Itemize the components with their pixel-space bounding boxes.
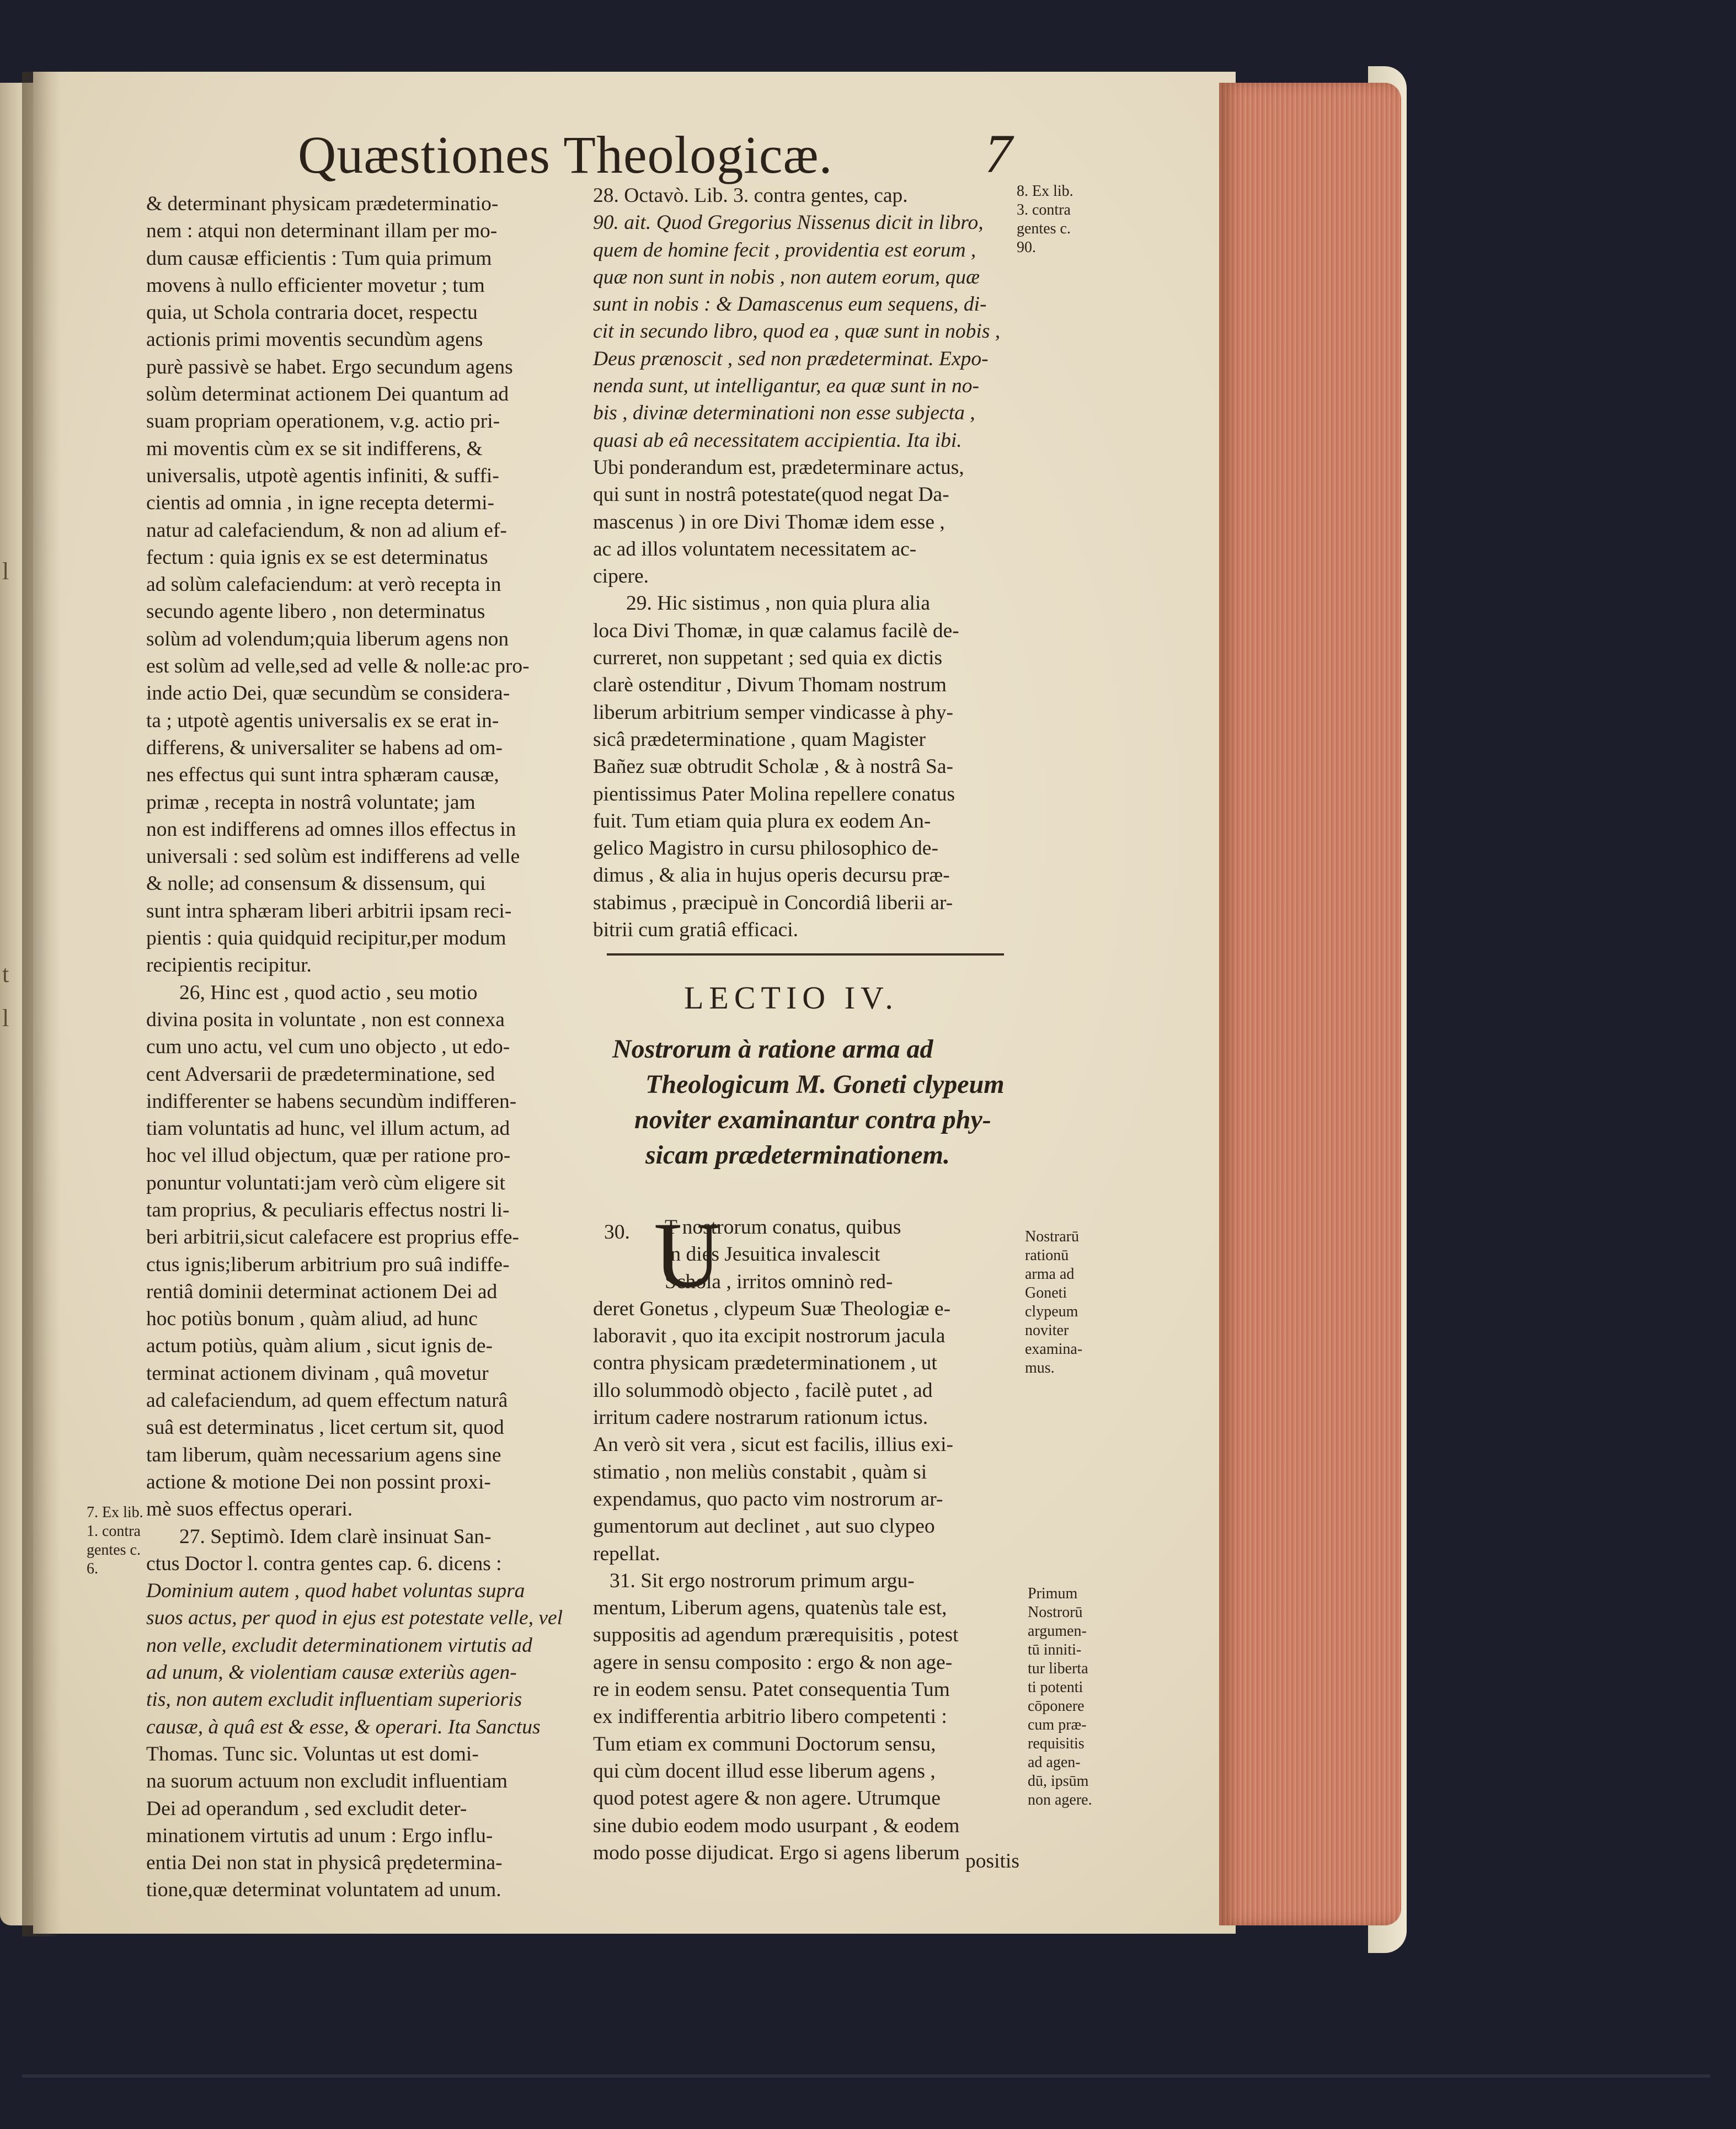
text-line: re in eodem sensu. Patet consequentia Tum	[593, 1678, 950, 1701]
margin-note-line: tur liberta	[1028, 1660, 1088, 1677]
text-line: divina posita in voluntate , non est connexa	[146, 1008, 505, 1031]
text-line: purè passivè se habet. Ergo secundum agens	[146, 355, 513, 378]
text-line: minationem virtutis ad unum : Ergo influ-	[146, 1824, 493, 1847]
text-line: indifferenter se habens secundùm indifferen-	[146, 1090, 517, 1113]
text-line: qui sunt in nostrâ potestate(quod negat Da-	[593, 483, 949, 506]
left-page-mark: l	[2, 1005, 9, 1032]
margin-note-line: noviter	[1025, 1322, 1069, 1339]
text-line: inde actio Dei, quæ secundùm se considera-	[146, 682, 510, 705]
text-line: Ubi ponderandum est, prædeterminare actus,	[593, 456, 964, 479]
text-line: expendamus, quo pacto vim nostrorum ar-	[593, 1487, 943, 1511]
text-line: mascenus ) in ore Divi Thomæ idem esse ,	[593, 510, 945, 533]
text-line: entia Dei non stat in physicâ prędetermina-	[146, 1851, 503, 1875]
margin-note-line: examina-	[1025, 1341, 1083, 1358]
margin-note-31	[1028, 1584, 1092, 1810]
text-line: pientis : quia quidquid recipitur,per modum	[146, 927, 506, 950]
margin-note-line: tū inniti-	[1028, 1641, 1082, 1658]
text-line: stimatio , non meliùs constabit , quàm si	[593, 1460, 927, 1484]
margin-note-line: 8. Ex lib.	[1017, 183, 1073, 200]
section-rule	[607, 953, 1004, 956]
text-line: ad calefaciendum, ad quem effectum naturâ	[146, 1389, 508, 1412]
left-page-mark: l	[2, 558, 9, 585]
margin-note-line: arma ad	[1025, 1266, 1075, 1283]
text-line: nenda sunt, ut intelligantur, ea quæ sunt in no-	[593, 375, 979, 398]
text-line: differens, & universaliter se habens ad om-	[146, 736, 503, 759]
text-line: 27. Septimò. Idem clarè insinuat San-	[179, 1525, 492, 1548]
text-line: universali : sed solùm est indifferens ad velle	[146, 845, 520, 868]
text-line: cent Adversarii de prædeterminatione, sed	[146, 1063, 495, 1086]
text-line: na suorum actuum non excludit influentiam	[146, 1770, 508, 1793]
margin-note-line: 90.	[1017, 239, 1036, 256]
margin-note-line: gentes c.	[1017, 220, 1071, 237]
margin-note-line: 1. contra	[87, 1523, 141, 1540]
text-line: tione,quæ determinat voluntatem ad unum.	[146, 1879, 501, 1902]
text-line: gelico Magistro in cursu philosophico de-	[593, 837, 938, 860]
text-line: natur ad calefaciendum, & non ad alium ef-	[146, 519, 507, 542]
margin-note-line: clypeum	[1025, 1303, 1078, 1320]
text-line: fuit. Tum etiam quia plura ex eodem An-	[593, 809, 931, 833]
margin-note-line: 3. contra	[1017, 201, 1071, 218]
running-head	[298, 124, 1070, 185]
text-line: non velle, excludit determinationem virtutis ad	[146, 1634, 532, 1657]
text-line: pientissimus Pater Molina repellere conatus	[593, 782, 955, 805]
scan-baseline	[22, 2074, 1710, 2078]
text-line: 31. Sit ergo nostrorum primum argu-	[610, 1569, 915, 1592]
text-line: tam proprius, & peculiaris effectus nostri li-	[146, 1198, 510, 1221]
text-line: quasi ab eâ necessitatem accipientia. Ita ibi.	[593, 429, 962, 452]
margin-note-line: ti potenti	[1028, 1679, 1083, 1696]
text-line: sicâ prædeterminatione , quam Magister	[593, 728, 926, 751]
margin-note-line: Nostrorū	[1028, 1604, 1083, 1621]
text-line: loca Divi Thomæ, in quæ calamus facilè de-	[593, 619, 959, 642]
text-line: secundo agente libero , non determinatus	[146, 600, 485, 623]
text-line: ad unum, & violentiam causæ exteriùs agen-	[146, 1661, 517, 1684]
text-line: Tum etiam ex communi Doctorum sensu,	[593, 1732, 936, 1756]
gilded-page-block	[1219, 83, 1401, 1925]
margin-note-line: requisitis	[1028, 1735, 1085, 1752]
text-line: suam propriam operationem, v.g. actio pri-	[146, 410, 500, 433]
text-line: ac ad illos voluntatem necessitatem ac-	[593, 537, 917, 561]
text-line: ctus Doctor l. contra gentes cap. 6. dicens :	[146, 1552, 502, 1575]
text-line: est solùm ad velle,sed ad velle & nolle:ac pro-	[146, 655, 530, 678]
text-line: qui cùm docent illud esse liberum agens ,	[593, 1759, 936, 1783]
page-number: 7	[985, 123, 1013, 184]
text-line: illo solummodò objecto , facilè putet , ad	[593, 1379, 933, 1402]
text-line: contra physicam prædeterminationem , ut	[593, 1352, 937, 1375]
text-line: dum causæ efficientis : Tum quia primum	[146, 247, 492, 270]
margin-note-line: Primum	[1028, 1585, 1078, 1602]
text-line: terminat actionem divinam , quâ movetur	[146, 1362, 489, 1385]
text-line: gumentorum aut declinet , aut suo clypeo	[593, 1515, 935, 1538]
lectio-heading	[612, 1032, 1005, 1173]
text-line: mentum, Liberum agens, quatenùs tale est,	[593, 1597, 947, 1620]
text-line: fectum : quia ignis ex se est determinatus	[146, 546, 488, 569]
text-line: laboravit , quo ita excipit nostrorum jacula	[593, 1325, 946, 1348]
text-line: cipere.	[593, 565, 649, 588]
margin-note-line: cōponere	[1028, 1698, 1085, 1715]
margin-note-line: argumen-	[1028, 1623, 1087, 1640]
text-line: solùm ad volendum;quia liberum agens non	[146, 627, 509, 650]
text-line: 29. Hic sistimus , non quia plura alia	[626, 592, 930, 615]
text-line: stabimus , præcipuè in Concordiâ liberii ar-	[593, 891, 953, 914]
text-line: ponuntur voluntati:jam verò cùm eligere sit	[146, 1171, 505, 1194]
text-line: curreret, non suppetant ; sed quia ex dictis	[593, 647, 943, 670]
heading-line: Theologicum M. Goneti clypeum	[645, 1070, 1005, 1099]
text-line: suos actus, per quod in ejus est potestate velle, vel	[146, 1607, 563, 1630]
catchword: positis	[965, 1850, 1019, 1872]
text-line: hoc vel illud objectum, quæ per ratione pro-	[146, 1144, 511, 1167]
text-line: actum potiùs, quàm alium , sicut ignis de-	[146, 1335, 493, 1358]
text-line: in dies Jesuitica invalescit	[665, 1243, 880, 1266]
paragraph-number: 30.	[604, 1221, 630, 1244]
text-line: rentiâ dominii determinat actionem Dei ad	[146, 1280, 498, 1303]
margin-note-line: ad agen-	[1028, 1754, 1081, 1771]
text-line: recipientis recipitur.	[146, 954, 312, 977]
margin-note-line: Goneti	[1025, 1284, 1067, 1301]
text-line: clarè ostenditur , Divum Thomam nostrum	[593, 674, 947, 697]
drop-cap: U	[654, 1203, 722, 1307]
text-line: universalis, utpotè agentis infiniti, & suffi-	[146, 464, 499, 487]
text-line: modo posse dijudicat. Ergo si agens liberum	[593, 1841, 960, 1864]
text-line: mi moventis cùm ex se sit indifferens, &	[146, 437, 483, 460]
text-line: quem de homine fecit , providentia est eorum ,	[593, 238, 976, 262]
heading-line: Nostrorum à ratione arma ad	[612, 1034, 933, 1064]
text-line: Deus prænoscit , sed non prædeterminat. Expo-	[593, 347, 989, 370]
text-line: & determinant physicam prædeterminatio-	[146, 193, 499, 215]
text-line: causæ, à quâ est & esse, & operari. Ita Sanctus	[146, 1715, 541, 1738]
text-line: tiam voluntatis ad hunc, vel illum actum, ad	[146, 1117, 510, 1140]
text-line: quia, ut Schola contraria docet, respectu	[146, 301, 478, 324]
margin-note-8	[1017, 182, 1073, 257]
text-line: actione & motione Dei non possint proxi-	[146, 1470, 491, 1493]
text-line: suâ est determinatus , licet certum sit, quod	[146, 1416, 504, 1439]
text-line: Dei ad operandum , sed excludit deter-	[146, 1797, 467, 1820]
text-line: quæ non sunt in nobis , non autem eorum, quæ	[593, 265, 980, 289]
text-line: An verò sit vera , sicut est facilis, illius exi-	[593, 1433, 953, 1456]
text-line: liberum arbitrium semper vindicasse à phy-	[593, 701, 953, 724]
text-line: hoc potiùs bonum , quàm aliud, ad hunc	[146, 1308, 478, 1331]
text-line: Dominium autem , quod habet voluntas supra	[146, 1580, 525, 1603]
text-line: nem : atqui non determinant illam per mo-	[146, 220, 498, 243]
text-line: 90. ait. Quod Gregorius Nissenus dicit in libro,	[593, 211, 984, 234]
text-line: solùm determinat actionem Dei quantum ad	[146, 383, 509, 406]
right-text-column-bottom	[593, 1203, 1029, 1866]
text-line: suppositis ad agendum prærequisitis , potest	[593, 1624, 959, 1647]
text-line: deret Gonetus , clypeum Suæ Theologiæ e-	[593, 1297, 951, 1320]
left-text-column	[146, 190, 587, 1904]
text-line: non est indifferens ad omnes illos effectus in	[146, 818, 516, 841]
margin-note-line: 6.	[87, 1560, 98, 1577]
text-line: tam liberum, quàm necessarium agens sine	[146, 1443, 501, 1466]
text-line: Bañez suæ obtrudit Scholæ , & à nostrâ Sa-	[593, 755, 954, 778]
text-line: ctus ignis;liberum arbitrium pro suâ indiffe-	[146, 1253, 510, 1276]
text-line: Thomas. Tunc sic. Voluntas ut est domi-	[146, 1742, 479, 1765]
text-line: dimus , & alia in hujus operis decursu præ-	[593, 864, 950, 887]
text-line: primæ , recepta in nostrâ voluntate; jam	[146, 791, 476, 814]
text-line: tis, non autem excludit influentiam superioris	[146, 1688, 522, 1711]
left-page-mark: t	[2, 961, 9, 988]
text-line: nes effectus qui sunt intra sphæram causæ,	[146, 764, 499, 787]
text-line: sunt in nobis : & Damascenus eum sequens, di-	[593, 293, 987, 316]
text-line: agere in sensu composito : ergo & non age-	[593, 1651, 953, 1674]
text-line: irritum cadere nostrarum rationum ictus.	[593, 1406, 928, 1429]
margin-note-line: cum præ-	[1028, 1716, 1087, 1733]
text-line: beri arbitrii,sicut calefacere est proprius effe-	[146, 1226, 520, 1249]
text-line: sunt intra sphæram liberi arbitrii ipsam reci-	[146, 899, 512, 922]
margin-note-line: mus.	[1025, 1359, 1055, 1376]
margin-note-line: 7. Ex lib.	[87, 1504, 143, 1521]
heading-line: noviter examinantur contra phy-	[634, 1105, 991, 1134]
margin-note-30	[1025, 1228, 1082, 1378]
text-line: bis , divinæ determinationi non esse subjecta ,	[593, 402, 975, 425]
margin-note-7	[87, 1503, 143, 1578]
text-line: movens à nullo efficienter movetur ; tum	[146, 274, 485, 297]
right-text-column-top	[593, 182, 1012, 943]
text-line: ad solùm calefaciendum: at verò recepta in	[146, 573, 501, 596]
text-line: quod potest agere & non agere. Utrumque	[593, 1787, 941, 1810]
lectio-title: LECTIO IV.	[684, 980, 899, 1016]
text-line: 26, Hinc est , quod actio , seu motio	[179, 981, 478, 1004]
margin-note-line: rationū	[1025, 1247, 1069, 1264]
text-line: Schola , irritos omninò red-	[665, 1270, 893, 1293]
text-line: 28. Octavò. Lib. 3. contra gentes, cap.	[593, 184, 908, 207]
text-line: ex indifferentia arbitrio libero competenti :	[593, 1705, 947, 1728]
running-head-title: Quæstiones Theologicæ.	[298, 125, 833, 184]
text-line: mè suos effectus operari.	[146, 1498, 353, 1521]
text-line: & nolle; ad consensum & dissensum, qui	[146, 872, 486, 895]
text-line: bitrii cum gratiâ efficaci.	[593, 919, 799, 942]
text-line: actionis primi moventis secundùm agens	[146, 328, 483, 351]
margin-note-line: non agere.	[1028, 1791, 1092, 1808]
margin-note-line: Nostrarū	[1025, 1228, 1079, 1245]
text-line: T nostrorum conatus, quibus	[665, 1216, 901, 1239]
binding-gutter	[22, 72, 61, 1936]
margin-note-line: gentes c.	[87, 1541, 141, 1559]
text-line: cit in secundo libro, quod ea , quæ sunt in nobis ,	[593, 320, 1001, 343]
heading-line: sicam prædeterminationem.	[645, 1140, 950, 1170]
margin-note-line: dū, ipsūm	[1028, 1773, 1089, 1790]
text-line: ta ; utpotè agentis universalis ex se erat in-	[146, 709, 499, 732]
text-line: sine dubio eodem modo usurpant , & eodem	[593, 1814, 960, 1837]
text-line: cientis ad omnia , in igne recepta determi-	[146, 492, 494, 515]
text-line: repellat.	[593, 1542, 660, 1565]
text-line: cum uno actu, vel cum uno objecto , ut edo-	[146, 1036, 510, 1059]
